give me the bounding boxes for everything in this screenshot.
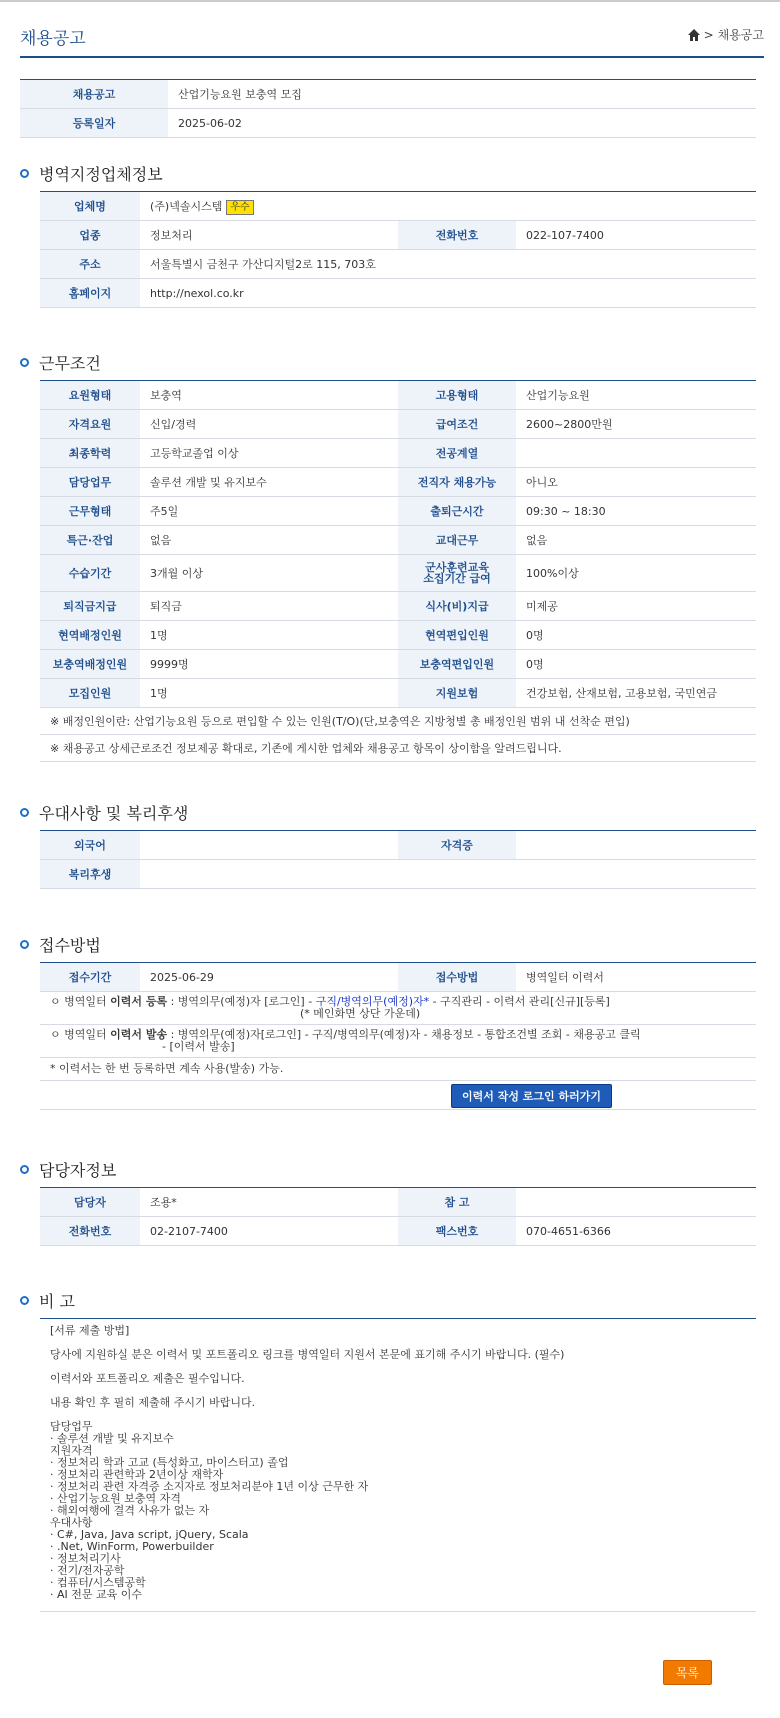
section-title: 근무조건	[39, 353, 101, 373]
company-name: (주)넥솔시스템	[150, 199, 223, 213]
condition-value: 보충역	[140, 381, 398, 410]
bullet-icon	[20, 358, 29, 367]
table-row	[40, 1188, 756, 1217]
conditions-notes	[40, 708, 756, 762]
company-name-label: 업체명	[40, 192, 140, 221]
condition-label: 현역편입인원	[398, 621, 516, 650]
language-value	[140, 831, 398, 860]
bullet-icon	[20, 808, 29, 817]
table-row	[40, 497, 756, 526]
condition-label: 특근·잔업	[40, 526, 140, 555]
condition-label: 전공계열	[398, 439, 516, 468]
table-row	[40, 279, 756, 308]
condition-value: 산업기능요원	[516, 381, 756, 410]
table-row	[40, 468, 756, 497]
condition-label: 전직자 채용가능	[398, 468, 516, 497]
remark-paragraph: 내용 확인 후 필히 제출해 주시기 바랍니다.	[50, 1396, 256, 1409]
apply-table	[40, 962, 756, 992]
summary-value: 2025-06-02	[168, 109, 756, 138]
summary-label: 등록일자	[20, 109, 168, 138]
condition-value: 미제공	[516, 592, 756, 621]
summary-table	[20, 79, 756, 138]
remarks-section	[20, 1290, 756, 1612]
section-heading	[20, 352, 756, 372]
condition-label: 교대근무	[398, 526, 516, 555]
benefits-section	[20, 802, 756, 889]
contact-phone-label: 전화번호	[40, 1217, 140, 1246]
page-header	[20, 20, 764, 58]
remark-paragraph: 이력서와 포트폴리오 제출은 필수입니다.	[50, 1372, 245, 1385]
industry-value: 정보처리	[140, 221, 398, 250]
table-row	[40, 592, 756, 621]
job-seeker-link[interactable]: 구직/병역의무(예정)자*	[315, 995, 430, 1008]
person-label: 담당자	[40, 1188, 140, 1217]
condition-label: 요원형태	[40, 381, 140, 410]
section-title: 병역지정업체정보	[39, 164, 163, 184]
section-heading	[20, 1159, 756, 1179]
remarks-body	[40, 1318, 756, 1612]
breadcrumb-current: 채용공고	[717, 28, 764, 42]
section-heading	[20, 1290, 756, 1310]
contact-table	[40, 1187, 756, 1246]
breadcrumb	[688, 26, 764, 43]
conditions-table	[40, 380, 756, 708]
method-value: 병역일터 이력서	[516, 963, 756, 992]
list-button[interactable]: 목록	[663, 1660, 712, 1685]
condition-value: 없음	[140, 526, 398, 555]
condition-value	[516, 439, 756, 468]
condition-value: 100%이상	[516, 555, 756, 592]
condition-label: 최종학력	[40, 439, 140, 468]
condition-label: 군사훈련교육 소집기간 급여	[398, 555, 516, 592]
table-row	[40, 650, 756, 679]
condition-value: 주5일	[140, 497, 398, 526]
language-label: 외국어	[40, 831, 140, 860]
certificate-value	[516, 831, 756, 860]
breadcrumb-separator: >	[703, 27, 714, 42]
welfare-label: 복리후생	[40, 860, 140, 889]
homepage-label: 홈페이지	[40, 279, 140, 308]
section-heading	[20, 163, 756, 183]
condition-value: 09:30 ~ 18:30	[516, 497, 756, 526]
condition-label: 모집인원	[40, 679, 140, 708]
condition-value: 퇴직금	[140, 592, 398, 621]
condition-label: 근무형태	[40, 497, 140, 526]
bullet-icon	[20, 940, 29, 949]
condition-label: 퇴직금지급	[40, 592, 140, 621]
address-value: 서울특별시 금천구 가산디지털2로 115, 703호	[140, 250, 756, 279]
person-value: 조용*	[140, 1188, 398, 1217]
condition-label: 보충역배정인원	[40, 650, 140, 679]
section-title: 우대사항 및 복리후생	[39, 803, 189, 823]
period-value: 2025-06-29	[140, 963, 398, 992]
resume-note: * 이력서는 한 번 등록하면 계속 사용(발송) 가능.	[40, 1058, 756, 1081]
condition-label: 보충역편입인원	[398, 650, 516, 679]
condition-label: 식사(비)지급	[398, 592, 516, 621]
table-row	[40, 1217, 756, 1246]
condition-value: 0명	[516, 650, 756, 679]
apply-section	[20, 934, 756, 1110]
condition-label: 급여조건	[398, 410, 516, 439]
condition-label: 담당업무	[40, 468, 140, 497]
table-row	[20, 80, 756, 109]
table-row	[40, 555, 756, 592]
remark-paragraph: 당사에 지원하실 분은 이력서 및 포트폴리오 링크를 병역일터 지원서 본문에 표기해 주시기 바랍니다. (필수)	[50, 1348, 565, 1361]
top-border	[0, 0, 780, 2]
condition-value: 3개월 이상	[140, 555, 398, 592]
table-row	[40, 621, 756, 650]
period-label: 접수기간	[40, 963, 140, 992]
table-row	[40, 963, 756, 992]
section-heading	[20, 934, 756, 954]
conditions-section	[20, 352, 756, 762]
condition-label: 자격요원	[40, 410, 140, 439]
condition-label: 출퇴근시간	[398, 497, 516, 526]
condition-label: 현역배정인원	[40, 621, 140, 650]
table-row	[40, 860, 756, 889]
section-title: 비 고	[39, 1291, 75, 1311]
note-text: ※ 채용공고 상세근로조건 정보제공 확대로, 기존에 게시한 업체와 채용공고 항목이 상이함을 알려드립니다.	[40, 735, 756, 762]
remark-paragraph: [서류 제출 방법]	[50, 1324, 130, 1337]
method-instruction-send: ㅇ 병역일터 이력서 발송 : 병역의무(예정)자[로그인] - 구직/병역의무(예정)자 - 채용정보 - 통합조건별 조회 - 채용공고 클릭 - [이력서 발송]	[40, 1025, 756, 1058]
bullet-icon	[20, 1165, 29, 1174]
address-label: 주소	[40, 250, 140, 279]
bullet-icon	[20, 169, 29, 178]
condition-value: 솔루션 개발 및 유지보수	[140, 468, 398, 497]
condition-value: 아니오	[516, 468, 756, 497]
condition-value: 신입/경력	[140, 410, 398, 439]
summary-section	[20, 79, 756, 138]
table-row	[40, 439, 756, 468]
excellence-badge: 우수	[226, 200, 253, 215]
summary-value: 산업기능요원 보충역 모집	[168, 80, 756, 109]
condition-value: 1명	[140, 621, 398, 650]
condition-value: 9999명	[140, 650, 398, 679]
table-row	[40, 221, 756, 250]
bullet-icon	[20, 1296, 29, 1305]
reference-value	[516, 1188, 756, 1217]
benefits-table	[40, 830, 756, 889]
phone-value: 022-107-7400	[516, 221, 756, 250]
table-row	[40, 831, 756, 860]
home-icon[interactable]	[688, 29, 700, 41]
note-text: ※ 배정인원이란: 산업기능요원 등으로 편입할 수 있는 인원(T/O)(단,보충역은 지방청별 총 배정인원 범위 내 선착순 편입)	[40, 708, 756, 735]
homepage-link[interactable]: http://nexol.co.kr	[140, 279, 756, 308]
condition-value: 고등학교졸업 이상	[140, 439, 398, 468]
fax-value: 070-4651-6366	[516, 1217, 756, 1246]
table-row	[40, 526, 756, 555]
section-title: 접수방법	[39, 935, 101, 955]
condition-label: 고용형태	[398, 381, 516, 410]
table-row	[40, 381, 756, 410]
table-row	[40, 679, 756, 708]
table-row	[40, 192, 756, 221]
reference-label: 참 고	[398, 1188, 516, 1217]
contact-section	[20, 1159, 756, 1246]
phone-label: 전화번호	[398, 221, 516, 250]
resume-login-button[interactable]: 이력서 작성 로그인 하러가기	[451, 1084, 612, 1108]
condition-value: 건강보험, 산재보험, 고용보험, 국민연금	[516, 679, 756, 708]
table-row	[40, 250, 756, 279]
industry-label: 업종	[40, 221, 140, 250]
fax-label: 팩스번호	[398, 1217, 516, 1246]
condition-value: 없음	[516, 526, 756, 555]
contact-phone-value: 02-2107-7400	[140, 1217, 398, 1246]
method-label: 접수방법	[398, 963, 516, 992]
remark-paragraph: 담당업무 · 솔루션 개발 및 유지보수 지원자격 · 정보처리 학과 고교 (특성화고, 마이스터고) 졸업 · 정보처리 관련학과 2년이상 재학자 · 정보처리 관련 자격증 소지자로 정보처리분야 1년 이상 근무한 자 · 산업기능요원 보충역 자격 · 해외여행에 결격 사유가 없는 자 우대사항 · C#, Java, Java script, jQuery, Scala · .Net, WinForm, Powerbuilder · 정보처리기사 · 전기/전자공학 · 컴퓨터/시스템공학 · AI 전문 교육 이수	[50, 1420, 369, 1601]
table-row	[20, 109, 756, 138]
company-section	[20, 163, 756, 308]
welfare-value	[140, 860, 756, 889]
condition-value: 2600~2800만원	[516, 410, 756, 439]
condition-label: 수습기간	[40, 555, 140, 592]
section-heading	[20, 802, 756, 822]
page-title: 채용공고	[20, 29, 86, 49]
method-instruction-register: ㅇ 병역일터 이력서 등록 : 병역의무(예정)자 [로그인] - 구직/병역의무(예정)자* - 구직관리 - 이력서 관리[신규][등록] (* 메인화면 상단 가운데)	[40, 992, 756, 1025]
certificate-label: 자격증	[398, 831, 516, 860]
company-table	[40, 191, 756, 308]
condition-value: 0명	[516, 621, 756, 650]
condition-label: 지원보험	[398, 679, 516, 708]
summary-label: 채용공고	[20, 80, 168, 109]
condition-value: 1명	[140, 679, 398, 708]
section-title: 담당자정보	[39, 1160, 117, 1180]
table-row	[40, 410, 756, 439]
